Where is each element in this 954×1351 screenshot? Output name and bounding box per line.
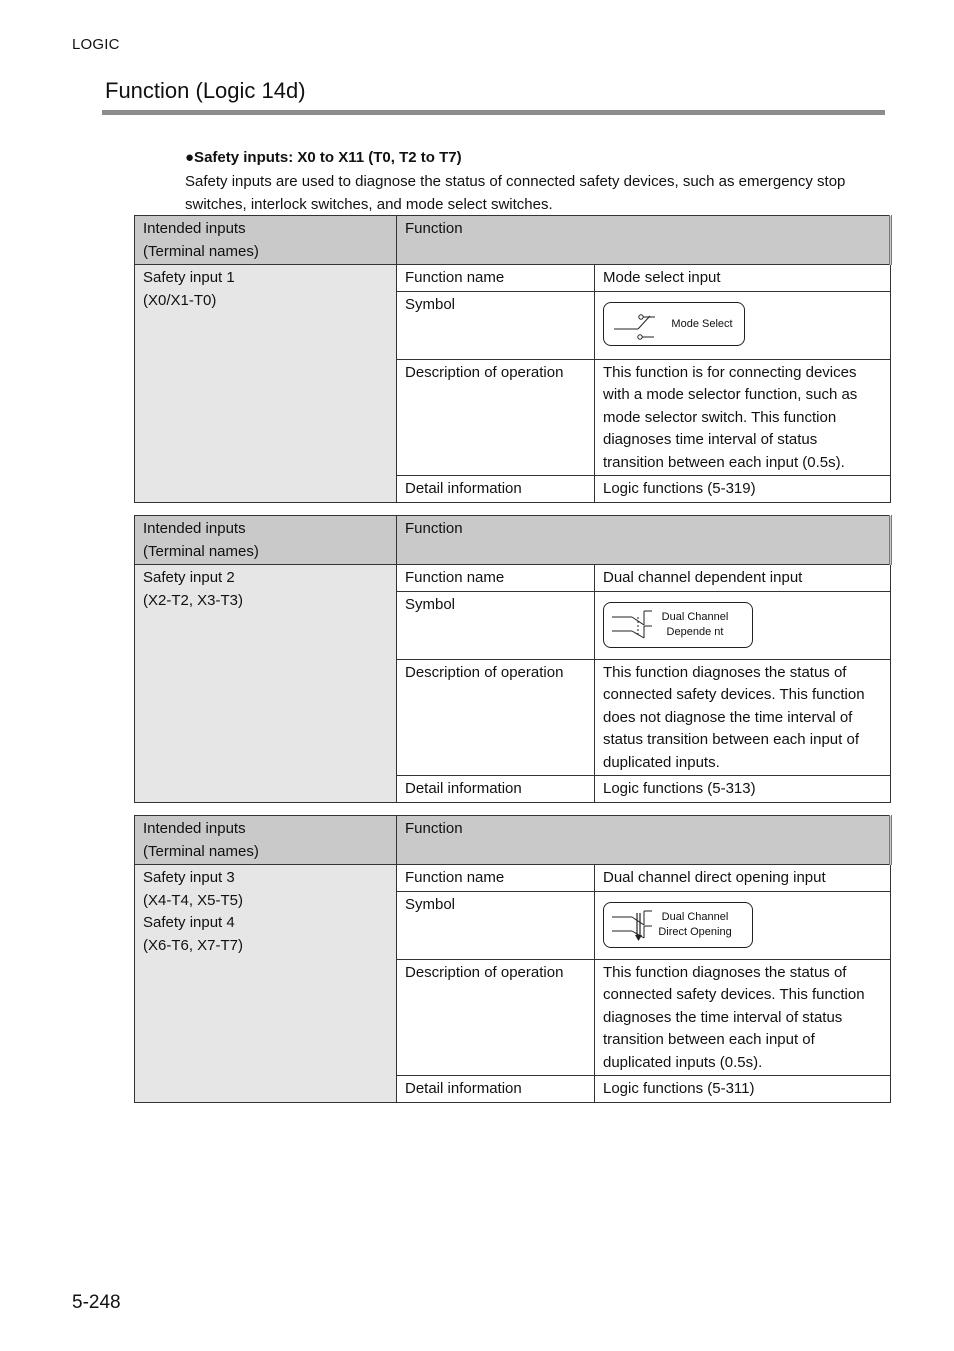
table-header-row bbox=[135, 816, 891, 865]
table-header-row bbox=[135, 516, 891, 565]
description-label: Description of operation bbox=[397, 359, 595, 476]
detail-label: Detail information bbox=[397, 776, 595, 803]
intended-inputs-header: Intended inputs (Terminal names) bbox=[135, 816, 397, 865]
description-label: Description of operation bbox=[397, 659, 595, 776]
description-value: This function diagnoses the status of connected safety devices. This function diagnoses the time interval of status transition between each input of duplicated inputs (0.5s). bbox=[595, 959, 891, 1076]
intended-inputs-header: Intended inputs (Terminal names) bbox=[135, 216, 397, 265]
table-header-row bbox=[135, 216, 891, 265]
description-value: This function is for connecting devices with a mode selector function, such as mode selector switch. This function diagnoses time interval of status transition between each input (0.5s). bbox=[595, 359, 891, 476]
page-number: 5-248 bbox=[72, 1292, 121, 1313]
section-label: LOGIC bbox=[72, 36, 120, 53]
function-header: Function bbox=[397, 216, 891, 265]
section-intro bbox=[185, 171, 885, 216]
table-row bbox=[135, 265, 891, 292]
detail-value: Logic functions (5-319) bbox=[595, 476, 891, 503]
function-name-value: Dual channel direct opening input bbox=[595, 865, 891, 892]
function-name-value: Mode select input bbox=[595, 265, 891, 292]
function-table-1 bbox=[134, 215, 892, 503]
function-table-2 bbox=[134, 515, 892, 803]
detail-value: Logic functions (5-311) bbox=[595, 1076, 891, 1103]
function-header: Function bbox=[397, 816, 891, 865]
intro-line: switches, interlock switches, and mode select switches. bbox=[185, 195, 553, 213]
detail-value: Logic functions (5-313) bbox=[595, 776, 891, 803]
description-label: Description of operation bbox=[397, 959, 595, 1076]
symbol-cell bbox=[595, 891, 891, 959]
intended-input-cell: Safety input 1 (X0/X1-T0) bbox=[135, 265, 397, 503]
table-row bbox=[135, 565, 891, 592]
dual-channel-dependent-symbol bbox=[603, 602, 753, 648]
function-header: Function bbox=[397, 516, 891, 565]
symbol-text: Direct Opening bbox=[658, 925, 732, 938]
title-rule bbox=[102, 110, 885, 115]
symbol-text: Dual Channel bbox=[661, 610, 729, 623]
intended-input-cell: Safety input 3 (X4-T4, X5-T5) Safety input 4 (X6-T6, X7-T7) bbox=[135, 865, 397, 1103]
mode-select-symbol bbox=[603, 302, 745, 346]
symbol-cell bbox=[595, 291, 891, 359]
function-name-label: Function name bbox=[397, 565, 595, 592]
intended-input-cell: Safety input 2 (X2-T2, X3-T3) bbox=[135, 565, 397, 803]
function-name-value: Dual channel dependent input bbox=[595, 565, 891, 592]
symbol-text: Mode Select bbox=[671, 317, 733, 330]
symbol-cell bbox=[595, 591, 891, 659]
symbol-text: Dual Channel bbox=[661, 910, 729, 923]
page-title: Function (Logic 14d) bbox=[105, 78, 306, 103]
mode-select-switch-icon bbox=[610, 307, 670, 341]
symbol-label: Symbol bbox=[397, 591, 595, 659]
symbol-label: Symbol bbox=[397, 891, 595, 959]
symbol-label: Symbol bbox=[397, 291, 595, 359]
description-value: This function diagnoses the status of connected safety devices. This function does not diagnose the time interval of status transition between each input of duplicated inputs. bbox=[595, 659, 891, 776]
section-heading: ●Safety inputs: X0 to X11 (T0, T2 to T7) bbox=[185, 149, 462, 166]
table-row bbox=[135, 865, 891, 892]
detail-label: Detail information bbox=[397, 1076, 595, 1103]
function-name-label: Function name bbox=[397, 265, 595, 292]
intended-inputs-header: Intended inputs (Terminal names) bbox=[135, 516, 397, 565]
intro-line: Safety inputs are used to diagnose the status of connected safety devices, such as emergency stop bbox=[185, 173, 846, 190]
function-table-3 bbox=[134, 815, 892, 1103]
dual-channel-contact-icon bbox=[610, 607, 658, 643]
dual-channel-direct-opening-symbol bbox=[603, 902, 753, 948]
function-name-label: Function name bbox=[397, 865, 595, 892]
detail-label: Detail information bbox=[397, 476, 595, 503]
symbol-text: Depende nt bbox=[666, 625, 724, 638]
